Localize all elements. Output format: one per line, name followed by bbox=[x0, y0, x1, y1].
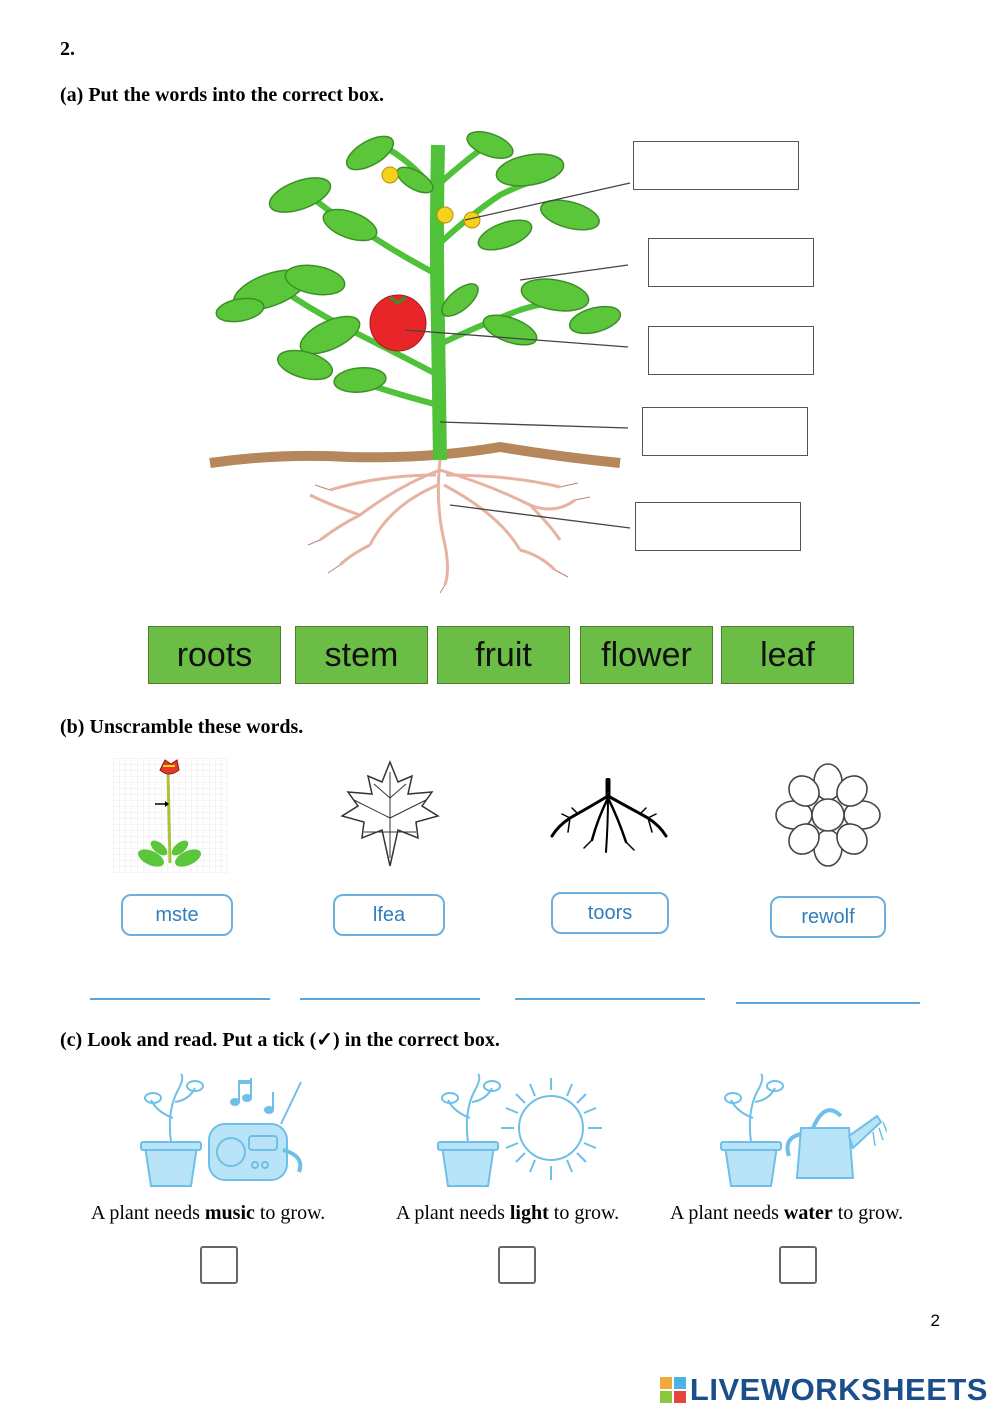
scrambled-word-1: mste bbox=[121, 894, 233, 936]
sentence-light: A plant needs light to grow. bbox=[396, 1202, 620, 1224]
part-b-heading: (b) Unscramble these words. bbox=[60, 716, 304, 738]
sentence-water: A plant needs water to grow. bbox=[670, 1202, 904, 1224]
page-number: 2 bbox=[930, 1311, 940, 1330]
word-tile-leaf[interactable]: leaf bbox=[721, 626, 854, 684]
part-c-heading: (c) Look and read. Put a tick (✓) in the correct box. bbox=[60, 1029, 500, 1051]
tickbox-water[interactable] bbox=[779, 1246, 817, 1284]
answer-box-4[interactable] bbox=[642, 407, 808, 456]
part-a-heading: (a) Put the words into the correct box. bbox=[60, 84, 385, 106]
roots-illustration bbox=[310, 460, 575, 585]
leaves-illustration bbox=[214, 126, 623, 394]
brand-name: LIVEWORKSHEETS bbox=[689, 1372, 988, 1407]
answer-box-1[interactable] bbox=[633, 141, 799, 190]
scrambled-word-2: lfea bbox=[333, 894, 445, 936]
sun-picture bbox=[434, 1072, 609, 1190]
scrambled-word-3: toors bbox=[551, 892, 669, 934]
answer-line-1[interactable] bbox=[90, 998, 270, 1000]
soil-line bbox=[210, 447, 620, 463]
tickbox-music[interactable] bbox=[200, 1246, 238, 1284]
stem-picture bbox=[113, 758, 228, 873]
answer-line-3[interactable] bbox=[515, 998, 705, 1000]
answer-box-5[interactable] bbox=[635, 502, 801, 551]
keyword-water: water bbox=[783, 1202, 833, 1224]
keyword-music: music bbox=[204, 1202, 255, 1224]
flower-picture bbox=[772, 762, 884, 868]
liveworksheets-brand bbox=[660, 1372, 988, 1408]
tickbox-light[interactable] bbox=[498, 1246, 536, 1284]
answer-box-3[interactable] bbox=[648, 326, 814, 375]
sentence-music: A plant needs music to grow. bbox=[91, 1202, 326, 1224]
music-picture bbox=[137, 1072, 307, 1190]
watering-can-picture bbox=[717, 1072, 887, 1190]
tomato-plant-diagram bbox=[200, 125, 650, 595]
leaf-picture bbox=[338, 758, 442, 868]
word-tile-roots[interactable]: roots bbox=[148, 626, 281, 684]
question-number: 2. bbox=[60, 38, 75, 60]
keyword-light: light bbox=[509, 1202, 549, 1224]
answer-line-4[interactable] bbox=[736, 1002, 920, 1004]
word-tile-fruit[interactable]: fruit bbox=[437, 626, 570, 684]
liveworksheets-logo-icon bbox=[660, 1377, 686, 1403]
word-tile-stem[interactable]: stem bbox=[295, 626, 428, 684]
word-tile-flower[interactable]: flower bbox=[580, 626, 713, 684]
scrambled-word-4: rewolf bbox=[770, 896, 886, 938]
answer-box-2[interactable] bbox=[648, 238, 814, 287]
roots-picture bbox=[548, 778, 670, 856]
answer-line-2[interactable] bbox=[300, 998, 480, 1000]
